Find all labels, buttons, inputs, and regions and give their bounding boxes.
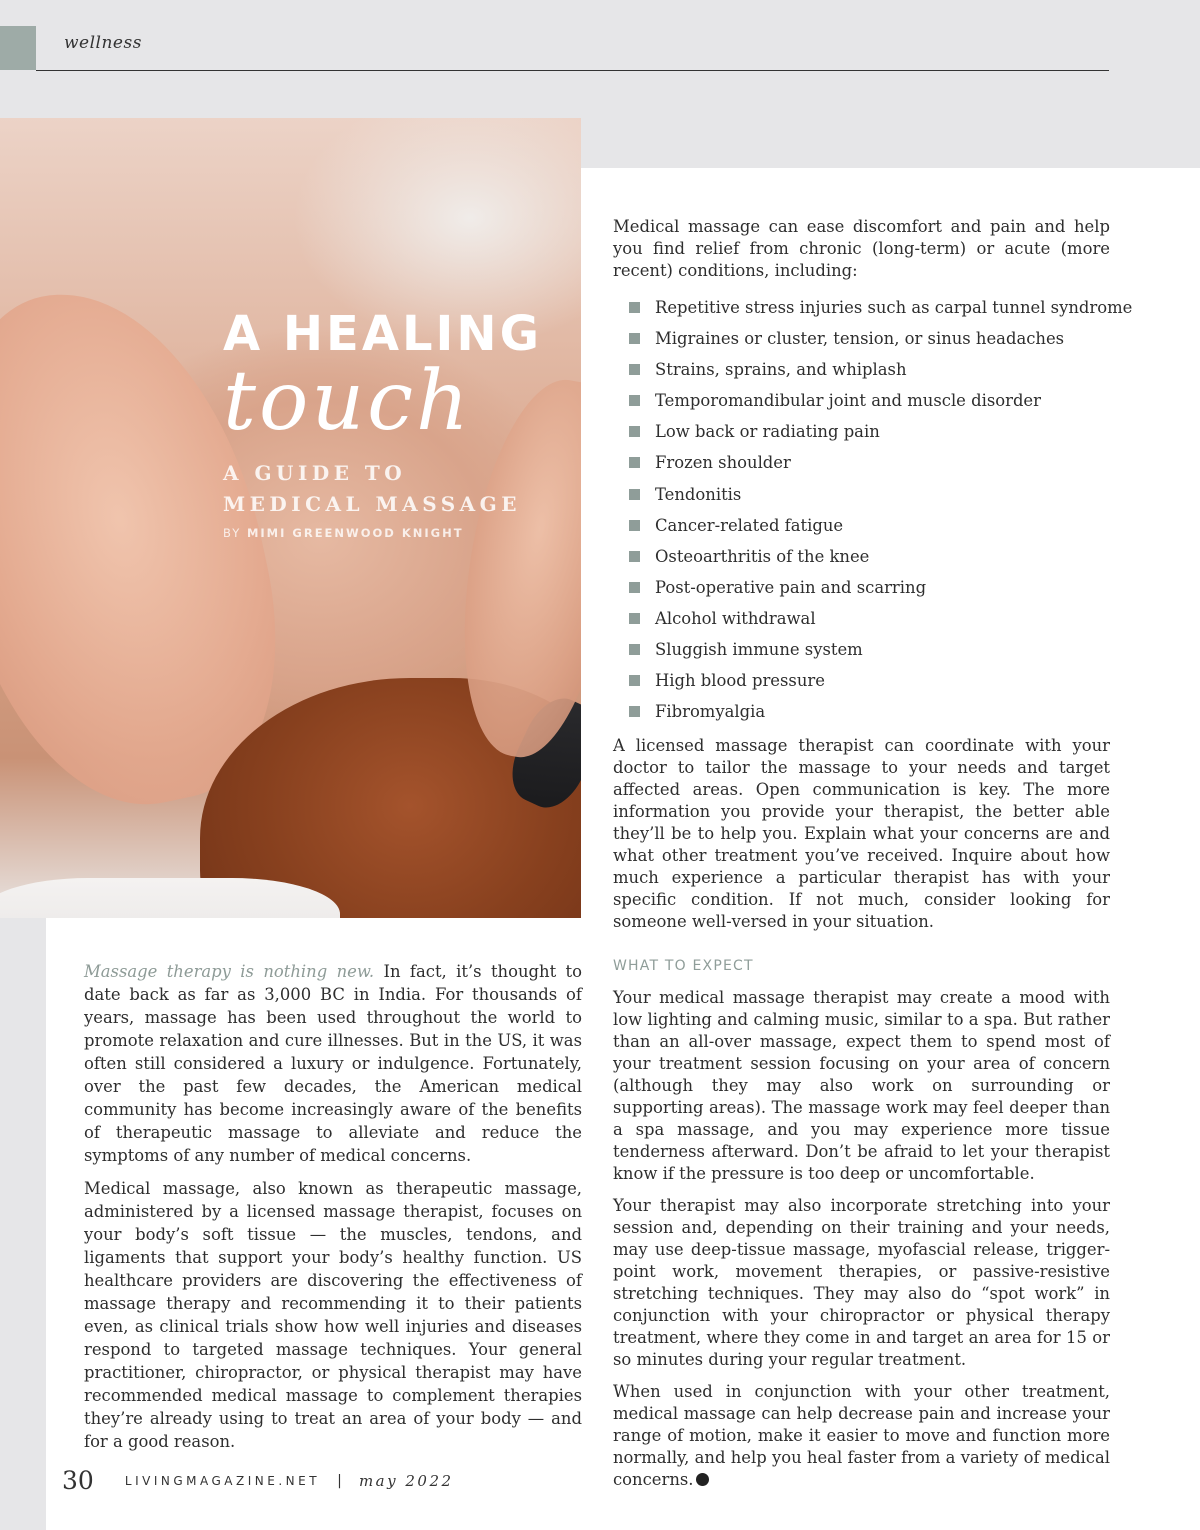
hero-towel xyxy=(0,878,340,918)
paragraph-expect-1: Your medical massage therapist may create a mood with low lighting and calming music, similar to a spa. But rather than an all-over massage, expect them to spend most of your treatment session focusing on your area of concern (although they may also work on surrounding or supporting areas). The massage work may feel deeper than a spa massage, and you may experience more tissue tenderness afterward. Don’t be afraid to let your therapist know if the pressure is too deep or uncomfortable. xyxy=(613,988,1110,1184)
bullet-square-icon xyxy=(629,551,640,562)
paragraph-intro-text: In fact, it’s thought to date back as far as 3,000 BC in India. For thousands of years, massage has been used throughout the world to promote relaxation and cure illnesses. But in the US, it was often still considered a luxury or indulgence. Fortunately, over the past few decades, the American medical community has become increasingly aware of the benefits of therapeutic massage to alleviate and reduce the symptoms of any number of medical concerns. xyxy=(84,962,582,1165)
page-footer xyxy=(62,1466,454,1506)
list-item: Strains, sprains, and whiplash xyxy=(613,354,1110,385)
list-item: Fibromyalgia xyxy=(613,696,1110,727)
byline-author: MIMI GREENWOOD KNIGHT xyxy=(246,526,464,540)
left-column xyxy=(84,960,582,1463)
article-title: A HEALING xyxy=(223,306,542,362)
list-item: High blood pressure xyxy=(613,665,1110,696)
bullet-square-icon xyxy=(629,613,640,624)
article-subtitle: A GUIDE TO MEDICAL MASSAGE xyxy=(223,461,521,516)
paragraph-expect-3-text: When used in conjunction with your other treatment, medical massage can help decrease pain and increase your range of motion, make it easier to move and function more normally, and help you heal faster from a variety of medical concerns. xyxy=(613,1382,1110,1490)
list-item: Low back or radiating pain xyxy=(613,416,1110,447)
bullet-square-icon xyxy=(629,457,640,468)
bullet-square-icon xyxy=(629,644,640,655)
footer-separator: | xyxy=(337,1472,342,1489)
paragraph-expect-2: Your therapist may also incorporate stretching into your session and, depending on their training and your needs, may use deep-tissue massage, myofascial release, trigger-point work, movement therapies, or passive-resistive stretching techniques. They may also do “spot work” in conjunction with your chiropractor or physical therapy treatment, where they come in and target an area for 15 or so minutes during your regular treatment. xyxy=(613,1196,1110,1370)
bullet-square-icon xyxy=(629,364,640,375)
footer-site: LIVINGMAGAZINE.NET xyxy=(124,1473,321,1488)
bullet-square-icon xyxy=(629,426,640,437)
end-of-article-icon xyxy=(696,1473,709,1486)
bullet-square-icon xyxy=(629,706,640,717)
hero-image xyxy=(0,118,581,918)
lead-in: Massage therapy is nothing new. xyxy=(84,962,375,981)
paragraph-therapist: A licensed massage therapist can coordinate with your doctor to tailor the massage to your needs and target affected areas. Open communication is key. The more information you provide your therapist, the better able they’ll be to help you. Explain what your concerns are and what other treatment you’ve received. Inquire about how much experience a particular therapist has with your specific condition. If not much, consider looking for someone well-versed in your situation. xyxy=(613,736,1110,932)
bullet-square-icon xyxy=(629,582,640,593)
page-number: 30 xyxy=(62,1466,94,1495)
paragraph-medical-massage: Medical massage, also known as therapeutic massage, administered by a licensed massage therapist, focuses on your body’s soft tissue — the muscles, tendons, and ligaments that support your body’s healthy function. US healthcare providers are discovering the effectiveness of massage therapy and recommending it to their patients even, as clinical trials show how well injuries and diseases respond to targeted massage techniques. Your general practitioner, chiropractor, or physical therapist may have recommended medical massage to complement therapies they’re already using to treat an area of your body — and for a good reason. xyxy=(84,1179,582,1451)
list-item: Repetitive stress injuries such as carpal tunnel syndrome xyxy=(613,292,1110,323)
header-rule xyxy=(36,70,1109,71)
bullet-square-icon xyxy=(629,302,640,313)
right-column xyxy=(613,216,1133,1501)
footer-date: may 2022 xyxy=(358,1471,454,1490)
list-item: Cancer-related fatigue xyxy=(613,510,1110,541)
bullet-square-icon xyxy=(629,489,640,500)
list-item: Frozen shoulder xyxy=(613,447,1110,478)
bullet-square-icon xyxy=(629,395,640,406)
list-item: Post-operative pain and scarring xyxy=(613,572,1110,603)
byline xyxy=(223,526,464,540)
list-item: Alcohol withdrawal xyxy=(613,603,1110,634)
bullet-square-icon xyxy=(629,675,640,686)
paragraph-intro xyxy=(84,960,582,1167)
list-item: Tendonitis xyxy=(613,479,1110,510)
paragraph-expect-3 xyxy=(613,1381,1110,1491)
article-title-script: touch xyxy=(223,354,472,449)
section-label: wellness xyxy=(64,33,142,53)
list-item: Osteoarthritis of the knee xyxy=(613,541,1110,572)
list-item: Migraines or cluster, tension, or sinus headaches xyxy=(613,323,1110,354)
bullet-square-icon xyxy=(629,333,640,344)
conditions-list xyxy=(613,292,1133,727)
list-item: Temporomandibular joint and muscle disorder xyxy=(613,385,1110,416)
paragraph-conditions-intro: Medical massage can ease discomfort and pain and help you find relief from chronic (long-term) or acute (more recent) conditions, including: xyxy=(613,217,1110,280)
bullet-square-icon xyxy=(629,520,640,531)
section-color-block xyxy=(0,26,36,70)
subhead-what-to-expect: WHAT TO EXPECT xyxy=(613,958,754,975)
byline-prefix: BY xyxy=(223,526,242,540)
list-item: Sluggish immune system xyxy=(613,634,1110,665)
